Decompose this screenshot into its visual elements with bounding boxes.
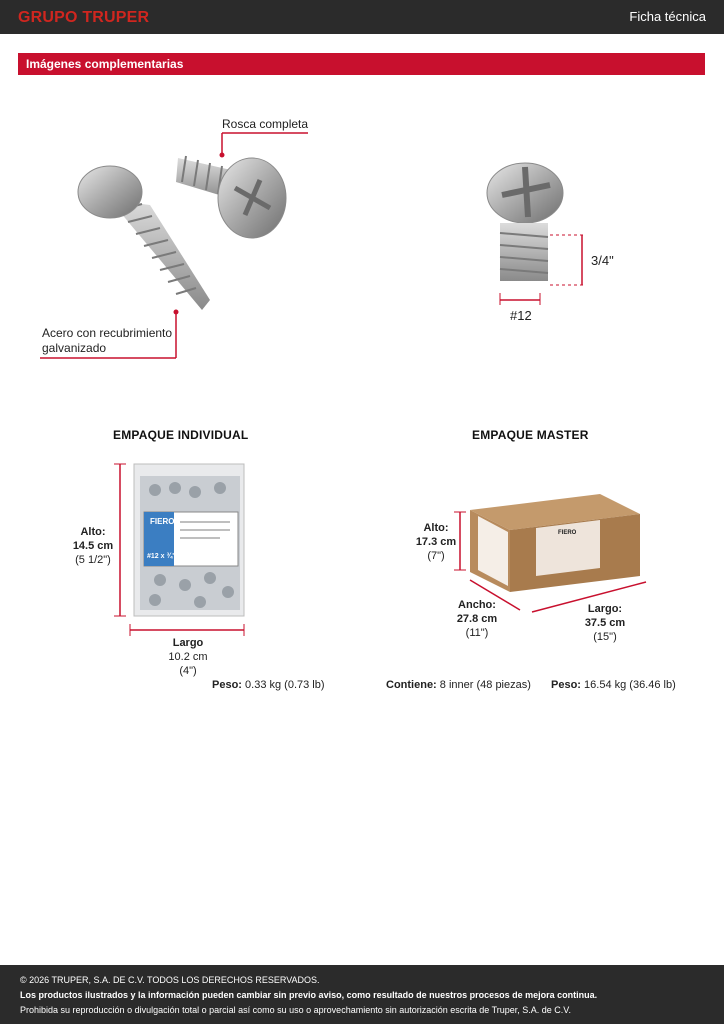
master-length-in: (15") bbox=[593, 631, 617, 643]
master-package-title: EMPAQUE MASTER bbox=[472, 428, 589, 442]
master-height bbox=[413, 521, 459, 563]
individual-weight bbox=[212, 679, 325, 691]
master-height-in: (7") bbox=[427, 550, 445, 562]
callout-material bbox=[42, 326, 172, 356]
master-contains bbox=[386, 679, 531, 691]
document-type: Ficha técnica bbox=[629, 9, 706, 24]
master-contains-value: 8 inner (48 piezas) bbox=[439, 679, 531, 691]
section-title: Imágenes complementarias bbox=[26, 57, 184, 71]
individual-height-in: (5 1/2") bbox=[75, 554, 111, 566]
individual-length-cm: 10.2 cm bbox=[168, 651, 208, 663]
screw-gauge-label: #12 bbox=[510, 308, 532, 323]
bag-size: #12 x ¾" bbox=[147, 553, 176, 560]
individual-height-label: Alto: bbox=[80, 526, 106, 538]
master-length-label: Largo: bbox=[587, 603, 623, 615]
footer-prohibition: Prohibida su reproducción o divulgación total o parcial así como su uso o aprovechamiento sin autorización escrita de Truper, S.A. de C.V. bbox=[20, 1005, 571, 1015]
individual-length-label: Largo bbox=[172, 637, 204, 649]
section-band bbox=[18, 53, 705, 75]
master-weight-label: Peso: bbox=[551, 679, 581, 691]
box-brand: FIERO bbox=[558, 530, 577, 536]
master-contains-label: Contiene: bbox=[386, 679, 437, 691]
callout-material-line2: galvanizado bbox=[42, 341, 107, 355]
screw-left-icon bbox=[78, 166, 210, 310]
bag-brand: FIERO bbox=[150, 517, 175, 526]
footer-notice: Los productos ilustrados y la información pueden cambiar sin previo aviso, como resultado de nuestros procesos de mejora continua. bbox=[20, 990, 598, 1000]
individual-weight-label: Peso: bbox=[212, 679, 242, 691]
individual-length-in: (4") bbox=[179, 665, 197, 677]
footer-copyright: © 2026 TRUPER, S.A. DE C.V. TODOS LOS DERECHOS RESERVADOS. bbox=[20, 975, 320, 985]
screw-right-icon bbox=[176, 156, 286, 238]
master-weight bbox=[551, 679, 676, 691]
individual-length bbox=[160, 636, 216, 678]
callout-thread: Rosca completa bbox=[222, 117, 309, 131]
master-length bbox=[580, 602, 630, 644]
top-bar bbox=[0, 0, 724, 34]
footer bbox=[0, 965, 724, 1024]
master-width-label: Ancho: bbox=[458, 599, 496, 611]
callout-material-line1: Acero con recubrimiento bbox=[42, 326, 173, 340]
individual-bag-illustration bbox=[110, 460, 260, 640]
master-width bbox=[452, 598, 502, 640]
master-width-in: (11") bbox=[465, 627, 489, 639]
individual-height bbox=[70, 525, 116, 567]
screw-dimension-illustration bbox=[470, 155, 610, 305]
brand-logo: GRUPO TRUPER bbox=[18, 9, 150, 26]
individual-package-title: EMPAQUE INDIVIDUAL bbox=[113, 428, 249, 442]
master-weight-value: 16.54 kg (36.46 lb) bbox=[584, 679, 676, 691]
master-length-cm: 37.5 cm bbox=[584, 617, 626, 629]
screw-length-label: 3/4" bbox=[591, 253, 614, 268]
master-height-label: Alto: bbox=[423, 522, 449, 534]
master-width-cm: 27.8 cm bbox=[456, 613, 498, 625]
individual-height-cm: 14.5 cm bbox=[72, 540, 114, 552]
master-height-cm: 17.3 cm bbox=[415, 536, 457, 548]
individual-weight-value: 0.33 kg (0.73 lb) bbox=[245, 679, 325, 691]
